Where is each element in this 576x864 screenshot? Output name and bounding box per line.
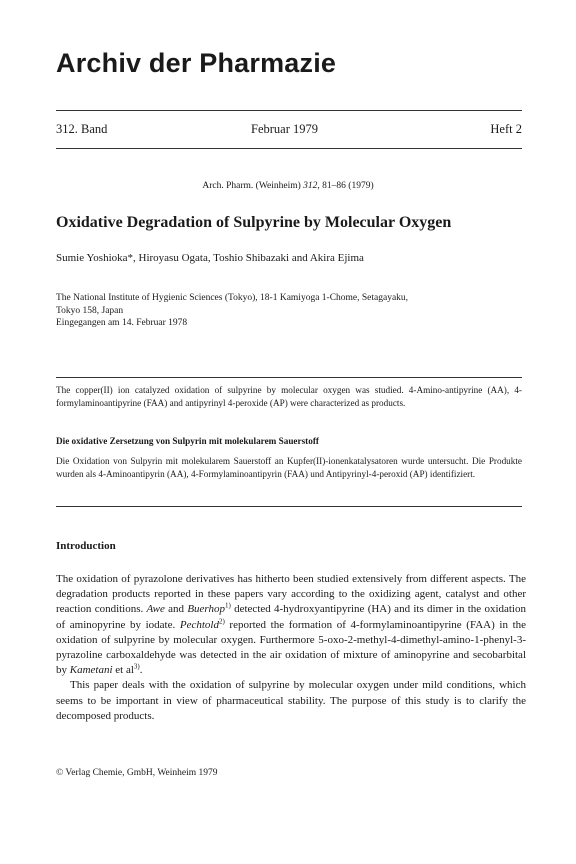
abstract-rule-top <box>56 377 522 378</box>
text-run: . <box>139 664 143 677</box>
received-date: Eingegangen am 14. Februar 1978 <box>56 318 188 328</box>
citation-prefix: Arch. Pharm. (Weinheim) <box>202 181 304 191</box>
volume-label: 312. Band <box>56 122 108 136</box>
author-name: Kametani <box>69 664 113 677</box>
author-list: Sumie Yoshioka*, Hiroyasu Ogata, Toshio Shibazaki and Akira Ejima <box>56 252 364 264</box>
header-rule-top <box>56 110 522 111</box>
issue-number: Heft 2 <box>490 122 522 136</box>
section-heading: Introduction <box>56 540 116 552</box>
author-name: Pechtold <box>179 618 219 631</box>
text-run: The oxidation of pyrazolone derivatives has hitherto been studied extensively from different aspects. The degradation products reported in these papers vary according to the oxidizing agent, catalyst and other reaction conditions. <box>56 573 526 616</box>
introduction-body <box>56 572 526 724</box>
affiliation-line-1: The National Institute of Hygienic Sciences (Tokyo), 18-1 Kamiyoga 1-Chome, Setagayaku, <box>56 293 409 303</box>
abstract-german: Die Oxidation von Sulpyrin mit molekularem Sauerstoff an Kupfer(II)-ionenkatalysatoren wurde untersucht. Die Produkte wurden als 4-Aminoantipyrin (AA), 4-Formylaminoantipyrin (FAA) und Antipyrinyl-4-peroxid (AP) identifiziert. <box>56 456 522 479</box>
text-run: reported the formation of 4-formylaminoantipyrine (FAA) in the oxidation of sulpyrine by molecular oxygen. Furthermore 5-oxo-2-methyl-4-dimethyl-amino-1-phenyl-3-pyrazoline carboxaldehyde was detected in the air oxidation of mixture of aminopyrine and secobarbital by <box>56 618 527 677</box>
header-rule-bottom <box>56 148 522 149</box>
article-title: Oxidative Degradation of Sulpyrine by Molecular Oxygen <box>56 214 452 231</box>
citation-line <box>0 181 576 191</box>
text-run: et al <box>112 664 134 677</box>
issue-date: Februar 1979 <box>251 122 318 136</box>
paragraph <box>56 572 526 678</box>
citation-volume: 312 <box>303 181 318 191</box>
abstract-rule-bottom <box>56 506 522 507</box>
citation-suffix: , 81–86 (1979) <box>317 181 374 191</box>
reference-marker: 1) <box>225 601 231 610</box>
reference-marker: 2) <box>218 616 225 625</box>
abstract-english: The copper(II) ion catalyzed oxidation of sulpyrine by molecular oxygen was studied. 4-Amino-antipyrine (AA), 4-formylaminoantipyrine (FAA) and antipyrinyl 4-peroxide (AP) were characterized as products. <box>56 385 522 408</box>
affiliation <box>56 292 522 330</box>
author-name: Awe <box>146 603 165 616</box>
journal-title: Archiv der Pharmazie <box>56 48 337 78</box>
text-run: and <box>164 603 188 616</box>
author-name: Buerhop <box>187 603 225 616</box>
affiliation-line-2: Tokyo 158, Japan <box>56 305 124 316</box>
copyright-notice: © Verlag Chemie, GmbH, Weinheim 1979 <box>56 768 218 778</box>
text-run: detected 4-hydroxyantipyrine (HA) and its dimer in the oxidation of aminopyrine by iodate. <box>56 603 526 631</box>
reference-marker: 3) <box>133 662 140 671</box>
abstract-german-title: Die oxidative Zersetzung von Sulpyrin mit molekularem Sauerstoff <box>56 436 319 446</box>
paragraph: This paper deals with the oxidation of sulpyrine by molecular oxygen under mild conditions, which seems to be important in view of pharmaceutical stability. The purpose of this study is to clarify the decomposed products. <box>56 679 526 722</box>
